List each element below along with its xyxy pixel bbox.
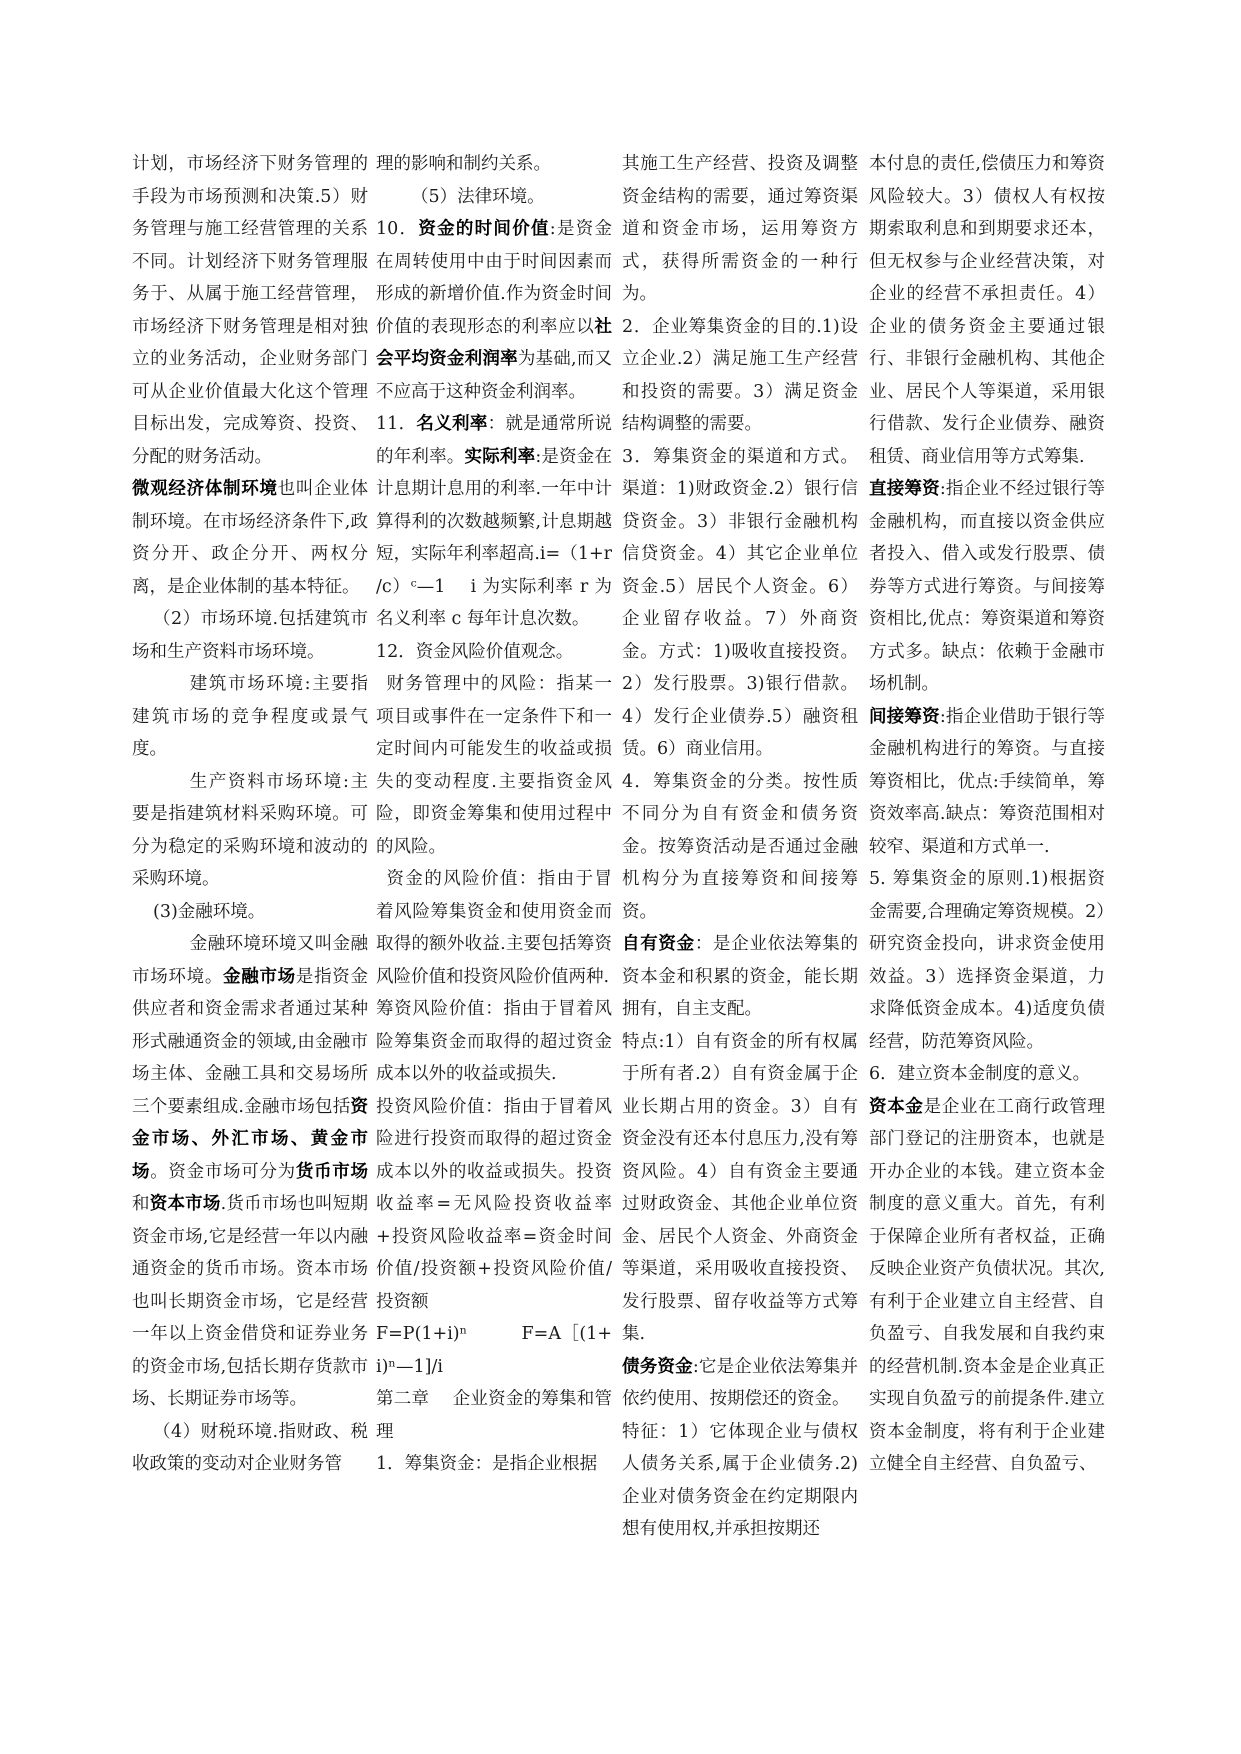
text-run: 其施工生产经营、投资及调整资金结构的需要，通过筹资渠道和资金市场，运用筹资方式，获得所需资金的一种行为。	[622, 154, 858, 304]
paragraph	[132, 1416, 368, 1481]
text-run: （2）市场环境.包括建筑市场和生产资料市场环境。	[132, 609, 368, 662]
paragraph	[376, 148, 612, 181]
bold-term: 货币市场	[295, 1161, 369, 1182]
paragraph	[869, 863, 1105, 1058]
text-run: 金融环境环境又叫金融市场环境。	[132, 934, 368, 987]
paragraph	[376, 213, 612, 408]
bold-term: 自有资金	[622, 934, 695, 954]
paragraph	[376, 993, 612, 1091]
text-run: .货币市场也叫短期资金市场,它是经营一年以内融通资金的货币市场。资本市场也叫长期资金市场，它是经营一年以上资金借贷和证券业务的资金市场,包括长期存货款市场、长期证券市场等。	[132, 1194, 369, 1409]
text-column-1	[132, 148, 368, 1481]
paragraph	[132, 766, 368, 896]
paragraph	[622, 1026, 858, 1351]
text-column-3	[622, 148, 858, 1546]
paragraph	[132, 668, 368, 766]
text-run: 4．筹集资金的分类。按性质不同分为自有资金和债务资金。按筹资活动是否通过金融机构分为直接筹资和间接筹资。	[622, 771, 858, 922]
bold-term: 金融市场	[223, 966, 296, 987]
text-run: 投资风险价值：指由于冒着风险进行投资而取得的超过资金成本以外的收益或损失。投资收益率=无风险投资收益率+投资风险收益率=资金时间价值/投资额+投资风险价值/投资额	[376, 1096, 612, 1312]
text-run: 理的影响和制约关系。	[376, 154, 551, 174]
bold-term: 微观经济体制环境	[132, 479, 278, 499]
paragraph	[869, 701, 1105, 864]
text-run: 计划，市场经济下财务管理的手段为市场预测和决策.5）财务管理与施工经营管理的关系不同。计划经济下财务管理服务于、从属于施工经营管理，市场经济下财务管理是相对独立的业务活动，企业财务部门可从企业价值最大化这个管理目标出发，完成筹资、投资、分配的财务活动。	[132, 154, 368, 467]
text-run: F=P(1+i)ⁿ F=A［(1+i)ⁿ—1]/i	[376, 1324, 612, 1377]
text-run: (3)金融环境。	[153, 901, 266, 922]
paragraph	[132, 603, 368, 668]
paragraph	[622, 766, 858, 929]
bold-term: 直接筹资	[869, 479, 940, 499]
paragraph	[869, 148, 1105, 473]
paragraph	[622, 928, 858, 1026]
paragraph	[376, 1091, 612, 1319]
text-run: 5. 筹集资金的原则.1)根据资金需要,合理确定筹资规模。2）研究资金投向，讲求资金使用效益。3）选择资金渠道，力求降低资金成本。4)适度负债经营，防范筹资风险。	[869, 869, 1105, 1052]
text-run: ：就是通常所说的年利率。	[376, 414, 612, 467]
text-run: 本付息的责任,偿债压力和筹资风险较大。3）债权人有权按期索取利息和到期要求还本，但无权参与企业经营决策，对企业的经营不承担责任。4）企业的债务资金主要通过银行、非银行金融机构、其他企业、居民个人等渠道，采用银行借款、发行企业债券、融资租赁、商业信用等方式筹集.	[869, 154, 1105, 467]
bold-term: 资本市场	[149, 1194, 221, 1214]
text-column-2	[376, 148, 612, 1481]
text-run: 为基础,而又不应高于这种资金利润率。	[376, 349, 613, 402]
paragraph	[132, 896, 368, 929]
text-run: 12．资金风险价值观念。	[376, 641, 574, 662]
text-run: 6．建立资本金制度的意义。	[869, 1064, 1091, 1084]
paragraph	[376, 863, 612, 993]
paragraph	[869, 1058, 1105, 1091]
paragraph	[622, 1416, 858, 1546]
paragraph	[376, 1383, 612, 1448]
paragraph	[622, 1351, 858, 1416]
text-run: 生产资料市场环境:主要是指建筑材料采购环境。可分为稳定的采购环境和波动的采购环境。	[132, 771, 368, 889]
text-run: 也叫企业体制环境。在市场经济条件下,政资分开、政企分开、两权分离，是企业体制的基本特征。	[132, 479, 369, 597]
text-run: :指企业借助于银行等金融机构进行的筹资。与直接筹资相比，优点:手续简单，筹资效率高.缺点：筹资范围相对较窄、渠道和方式单一.	[869, 706, 1106, 857]
bold-term: 实际利率	[464, 446, 536, 467]
text-run: 第二章 企业资金的筹集和管理	[376, 1389, 612, 1442]
bold-term: 名义利率	[416, 414, 488, 434]
paragraph	[622, 441, 858, 766]
paragraph	[622, 148, 858, 311]
text-run: 资金的风险价值：指由于冒着风险筹集资金和使用资金而取得的额外收益.主要包括筹资风险价值和投资风险价值两种.	[376, 869, 612, 987]
text-run: 筹资风险价值：指由于冒着风险筹集资金而取得的超过资金成本以外的收益或损失.	[376, 999, 612, 1084]
text-run: 。资金市场可分为	[150, 1161, 296, 1182]
text-run: ：是企业依法筹集的资本金和积累的资金，能长期拥有，自主支配。	[622, 934, 859, 1019]
text-run: 11．	[376, 414, 417, 434]
paragraph	[869, 1091, 1105, 1481]
text-run: 财务管理中的风险：指某一项目或事件在一定条件下和一定时间内可能发生的收益或损失的变动程度.主要指资金风险，即资金筹集和使用过程中的风险。	[376, 674, 612, 857]
text-run: （4）财税环境.指财政、税收政策的变动对企业财务管	[132, 1421, 368, 1474]
paragraph	[376, 1448, 612, 1481]
text-run: 10．	[376, 219, 419, 239]
paragraph	[376, 1318, 612, 1383]
text-column-4	[869, 148, 1105, 1481]
paragraph	[132, 928, 368, 1416]
text-run: :它是企业依法筹集并依约使用、按期偿还的资金。	[622, 1356, 859, 1409]
bold-term: 社会平均资金利润率	[376, 316, 612, 369]
text-run: :是资金在计息期计息用的利率.一年中计算得利的次数越频繁,计息期越短，实际年利率超高.i=（1+r /c）ᶜ—1 i 为实际利率 r 为名义利率 c 每年计息次数。	[376, 446, 613, 629]
text-run: 是指资金供应者和资金需求者通过某种形式融通资金的领域,由金融市场主体、金融工具和交易场所三个要素组成.金融市场包括	[132, 966, 369, 1117]
paragraph	[376, 408, 612, 636]
text-run: （5）法律环境。	[411, 186, 545, 207]
paragraph	[132, 473, 368, 603]
text-run: 特征：1）它体现企业与债权人债务关系,属于企业债务.2)企业对债务资金在约定期限内想有使用权,并承担按期还	[622, 1421, 858, 1539]
bold-term: 资金的时间价值	[418, 219, 550, 239]
text-run: 和	[132, 1194, 150, 1214]
bold-term: 资金市场、外汇市场、黄金市场	[132, 1096, 368, 1182]
text-run: :是资金在周转使用中由于时间因素而形成的新增价值.作为资金时间价值的表现形态的利率应以	[376, 219, 612, 337]
paragraph	[132, 148, 368, 473]
text-run: 特点:1）自有资金的所有权属于所有者.2）自有资金属于企业长期占用的资金。3）自有资金没有还本付息压力,没有筹资风险。4）自有资金主要通过财政资金、其他企业单位资金、居民个人资金、外商资金等渠道，采用吸收直接投资、发行股票、留存收益等方式筹集.	[622, 1031, 858, 1344]
paragraph	[376, 668, 612, 863]
paragraph	[869, 473, 1105, 701]
text-run: 3．筹集资金的渠道和方式。渠道：1)财政资金.2）银行信贷资金。3）非银行金融机构信贷资金。4）其它企业单位资金.5）居民个人资金。6）企业留存收益。7）外商资金。方式：1)吸收直接投资。2）发行股票。3)银行借款。4）发行企业债券.5）融资租赁。6）商业信用。	[622, 446, 858, 759]
bold-term: 间接筹资	[869, 706, 940, 727]
bold-term: 债务资金	[622, 1356, 693, 1377]
paragraph	[622, 311, 858, 441]
paragraph	[376, 181, 612, 214]
text-run: 1．筹集资金：是指企业根据	[376, 1454, 598, 1474]
text-run: 建筑市场环境:主要指建筑市场的竞争程度或景气度。	[132, 674, 368, 759]
paragraph	[376, 636, 612, 669]
text-run: 是企业在工商行政管理部门登记的注册资本，也就是开办企业的本钱。建立资本金制度的意义重大。首先，有利于保障企业所有者权益，正确反映企业资产负债状况。其次,有利于企业建立自主经营、自负盈亏、自我发展和自我约束的经营机制.资本金是企业真正实现自负盈亏的前提条件.建立资本金制度，将有利于企业建立健全自主经营、自负盈亏、	[869, 1096, 1105, 1474]
bold-term: 资本金	[869, 1096, 924, 1117]
text-run: :指企业不经过银行等金融机构，而直接以资金供应者投入、借入或发行股票、债券等方式进行筹资。与间接筹资相比,优点：筹资渠道和筹资方式多。缺点：依赖于金融市场机制。	[869, 479, 1106, 694]
text-run: 2．企业筹集资金的目的.1)设立企业.2）满足施工生产经营和投资的需要。3）满足资金结构调整的需要。	[622, 316, 858, 434]
